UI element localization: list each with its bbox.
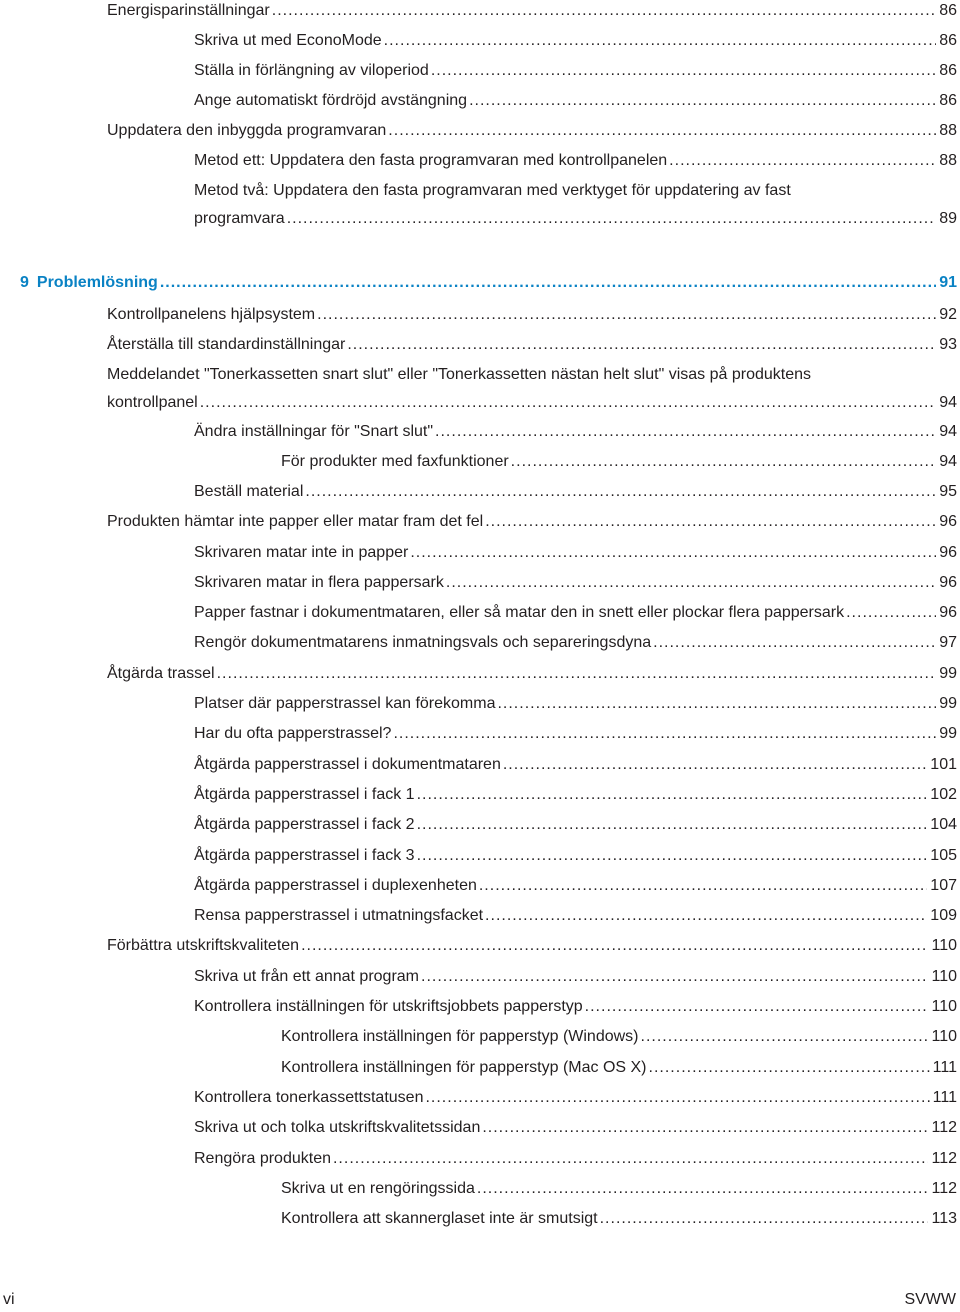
dot-leader xyxy=(217,660,937,688)
toc-entry[interactable] xyxy=(194,902,957,930)
dot-leader xyxy=(485,508,936,536)
toc-entry-page: 86 xyxy=(939,2,957,19)
toc-entry[interactable] xyxy=(194,690,957,718)
toc-entry-page: 94 xyxy=(939,423,957,440)
toc-entry-page: 92 xyxy=(939,306,957,323)
toc-entry-page: 112 xyxy=(931,1119,957,1136)
toc-entry-page: 94 xyxy=(939,453,957,470)
toc-entry-page: 93 xyxy=(939,336,957,353)
toc-entry-title: Kontrollera inställningen för papperstyp (Windows) xyxy=(281,1028,639,1045)
toc-entry[interactable] xyxy=(107,361,957,417)
toc-entry-page: 89 xyxy=(939,210,957,227)
dot-leader xyxy=(417,781,928,809)
dot-leader xyxy=(446,569,936,597)
toc-entry-title: Har du ofta papperstrassel? xyxy=(194,725,392,742)
dot-leader xyxy=(477,1175,929,1203)
dot-leader xyxy=(585,993,929,1021)
dot-leader xyxy=(301,932,928,960)
toc-entry[interactable] xyxy=(281,448,957,476)
toc-entry-page: 88 xyxy=(939,122,957,139)
toc-entry-title: Beställ material xyxy=(194,483,304,500)
dot-leader xyxy=(669,147,936,175)
dot-leader xyxy=(846,599,936,627)
toc-entry[interactable] xyxy=(194,993,957,1021)
toc-entry-page: 110 xyxy=(931,1028,957,1045)
toc-entry-page: 86 xyxy=(939,92,957,109)
toc-entry[interactable] xyxy=(194,27,957,55)
toc-entry-title: Åtgärda papperstrassel i fack 2 xyxy=(194,816,415,833)
toc-entry-title: Kontrollera inställningen för papperstyp (Mac OS X) xyxy=(281,1059,647,1076)
toc-entry-title: Kontrollera att skannerglaset inte är smutsigt xyxy=(281,1210,598,1227)
dot-leader xyxy=(425,1084,929,1112)
toc-entry-title: Metod ett: Uppdatera den fasta programvaran med kontrollpanelen xyxy=(194,152,668,169)
toc-entry-page: 109 xyxy=(930,907,957,924)
toc-entry[interactable] xyxy=(194,1145,957,1173)
toc-entry-title: Åtgärda papperstrassel i dokumentmataren xyxy=(194,756,501,773)
toc-entry-page: 86 xyxy=(939,32,957,49)
toc-entry-title: Meddelandet "Tonerkassetten snart slut" eller "Tonerkassetten nästan helt slut" visas på produktens xyxy=(107,366,811,383)
toc-entry[interactable] xyxy=(107,660,957,688)
toc-entry-title: Energisparinställningar xyxy=(107,2,270,19)
toc-entry-title: Åtgärda papperstrassel i duplexenheten xyxy=(194,877,477,894)
toc-entry[interactable] xyxy=(281,1205,957,1233)
toc-entry-title: Skriva ut med EconoMode xyxy=(194,32,382,49)
toc-entry-page: 111 xyxy=(932,1089,957,1106)
toc-entry[interactable] xyxy=(107,508,957,536)
dot-leader xyxy=(347,331,936,359)
toc-entry-title: Rensa papperstrassel i utmatningsfacket xyxy=(194,907,484,924)
toc-entry-page: 99 xyxy=(939,725,957,742)
toc-entry-page: 105 xyxy=(930,847,957,864)
dot-leader xyxy=(287,205,937,233)
toc-entry[interactable] xyxy=(281,1054,957,1082)
toc-entry-page: 110 xyxy=(931,998,957,1015)
toc-entry-page: 97 xyxy=(939,634,957,651)
toc-entry-page: 95 xyxy=(939,483,957,500)
toc-entry[interactable] xyxy=(107,301,957,329)
dot-leader xyxy=(653,629,936,657)
toc-entry-title: Ändra inställningar för "Snart slut" xyxy=(194,423,434,440)
dot-leader xyxy=(511,448,937,476)
toc-entry-page: 96 xyxy=(939,574,957,591)
dot-leader xyxy=(317,301,936,329)
toc-entry-page: 96 xyxy=(939,544,957,561)
toc-entry-title: Kontrollera inställningen för utskriftsjobbets papperstyp xyxy=(194,998,583,1015)
dot-leader xyxy=(393,720,936,748)
toc-entry-page: 110 xyxy=(931,968,957,985)
chapter-number: 9 xyxy=(20,274,29,291)
toc-entry-title: Rengör dokumentmatarens inmatningsvals och separeringsdyna xyxy=(194,634,652,651)
toc-entry-title-continued: kontrollpanel xyxy=(107,394,198,411)
toc-entry-title: Återställa till standardinställningar xyxy=(107,336,346,353)
toc-entry[interactable] xyxy=(194,599,957,627)
dot-leader xyxy=(417,842,928,870)
dot-leader xyxy=(305,478,936,506)
toc-entry-title: Uppdatera den inbyggda programvaran xyxy=(107,122,387,139)
toc-entry-title: Skrivaren matar inte in papper xyxy=(194,544,409,561)
toc-entry-page: 94 xyxy=(939,394,957,411)
toc-entry-title: Åtgärda trassel xyxy=(107,665,215,682)
toc-entry-title: Kontrollpanelens hjälpsystem xyxy=(107,306,316,323)
toc-entry-title: Skriva ut och tolka utskriftskvalitetssidan xyxy=(194,1119,481,1136)
toc-entry[interactable] xyxy=(107,0,957,25)
toc-entry-page: 88 xyxy=(939,152,957,169)
toc-entry[interactable] xyxy=(194,177,957,233)
dot-leader xyxy=(388,117,936,145)
toc-entry[interactable] xyxy=(194,478,957,506)
toc-entry-title: Platser där papperstrassel kan förekomma xyxy=(194,695,496,712)
dot-leader xyxy=(417,811,928,839)
toc-entry[interactable] xyxy=(194,629,957,657)
dot-leader xyxy=(431,57,936,85)
toc-entry[interactable] xyxy=(194,811,957,839)
toc-entry[interactable] xyxy=(194,781,957,809)
toc-entry-page: 110 xyxy=(931,937,957,954)
toc-entry[interactable] xyxy=(194,147,957,175)
toc-entry-title: Kontrollera tonerkassettstatusen xyxy=(194,1089,424,1106)
toc-entry[interactable] xyxy=(194,751,957,779)
dot-leader xyxy=(649,1054,930,1082)
toc-entry[interactable] xyxy=(194,57,957,85)
toc-entry-title: Åtgärda papperstrassel i fack 1 xyxy=(194,786,415,803)
toc-entry-page: 96 xyxy=(939,604,957,621)
toc-entry[interactable] xyxy=(107,932,957,960)
toc-entry-page: 99 xyxy=(939,695,957,712)
dot-leader xyxy=(600,1205,929,1233)
toc-entry[interactable] xyxy=(194,1114,957,1142)
toc-entry-title: Åtgärda papperstrassel i fack 3 xyxy=(194,847,415,864)
toc-entry-title: Skriva ut en rengöringssida xyxy=(281,1180,475,1197)
toc-entry[interactable] xyxy=(194,87,957,115)
toc-entry[interactable] xyxy=(194,720,957,748)
dot-leader xyxy=(503,751,927,779)
toc-entry-title: Ange automatiskt fördröjd avstängning xyxy=(194,92,468,109)
toc-entry-page: 111 xyxy=(932,1059,957,1076)
toc-entry[interactable] xyxy=(194,569,957,597)
dot-leader xyxy=(200,389,936,417)
dot-leader xyxy=(160,269,936,297)
dot-leader xyxy=(485,902,927,930)
toc-entry-title: Papper fastnar i dokumentmataren, eller så matar den in snett eller plockar flera pappersark xyxy=(194,604,845,621)
toc-entry-title: För produkter med faxfunktioner xyxy=(281,453,509,470)
dot-leader xyxy=(497,690,936,718)
toc-entry[interactable] xyxy=(107,331,957,359)
footer-doc-code: SVWW xyxy=(904,1291,956,1308)
toc-entry-title: Förbättra utskriftskvaliteten xyxy=(107,937,300,954)
dot-leader xyxy=(384,27,937,55)
dot-leader xyxy=(482,1114,928,1142)
footer-page-number: vi xyxy=(3,1291,15,1308)
toc-entry[interactable] xyxy=(194,1084,957,1112)
toc-entry-title: Metod två: Uppdatera den fasta programvaran med verktyget för uppdatering av fast xyxy=(194,182,791,199)
dot-leader xyxy=(435,418,936,446)
toc-entry[interactable] xyxy=(194,963,957,991)
dot-leader xyxy=(333,1145,929,1173)
chapter-page: 91 xyxy=(939,274,957,291)
toc-entry-page: 112 xyxy=(931,1180,957,1197)
dot-leader xyxy=(272,0,936,25)
dot-leader xyxy=(421,963,928,991)
toc-entry[interactable] xyxy=(281,1175,957,1203)
toc-chapter-entry[interactable] xyxy=(20,269,957,297)
toc-entry[interactable] xyxy=(194,842,957,870)
toc-entry-page: 107 xyxy=(930,877,957,894)
toc-entry-title: Skriva ut från ett annat program xyxy=(194,968,419,985)
dot-leader xyxy=(479,872,927,900)
toc-entry-page: 86 xyxy=(939,62,957,79)
dot-leader xyxy=(641,1023,929,1051)
toc-entry-page: 113 xyxy=(931,1210,957,1227)
toc-entry-page: 96 xyxy=(939,513,957,530)
toc-entry[interactable] xyxy=(107,117,957,145)
toc-entry-page: 99 xyxy=(939,665,957,682)
chapter-title: Problemlösning xyxy=(36,274,158,291)
toc-entry-title: Ställa in förlängning av viloperiod xyxy=(194,62,429,79)
toc-entry[interactable] xyxy=(194,872,957,900)
toc-entry[interactable] xyxy=(194,539,957,567)
toc-entry-title-continued: programvara xyxy=(194,210,285,227)
toc-entry-title: Rengöra produkten xyxy=(194,1150,331,1167)
toc-entry-title: Skrivaren matar in flera pappersark xyxy=(194,574,444,591)
toc-entry[interactable] xyxy=(194,418,957,446)
toc-entry-page: 102 xyxy=(930,786,957,803)
toc-entry-title: Produkten hämtar inte papper eller matar fram det fel xyxy=(107,513,484,530)
toc-entry-page: 104 xyxy=(930,816,957,833)
toc-entry-page: 112 xyxy=(931,1150,957,1167)
dot-leader xyxy=(469,87,936,115)
dot-leader xyxy=(410,539,936,567)
toc-entry[interactable] xyxy=(281,1023,957,1051)
toc-entry-page: 101 xyxy=(930,756,957,773)
